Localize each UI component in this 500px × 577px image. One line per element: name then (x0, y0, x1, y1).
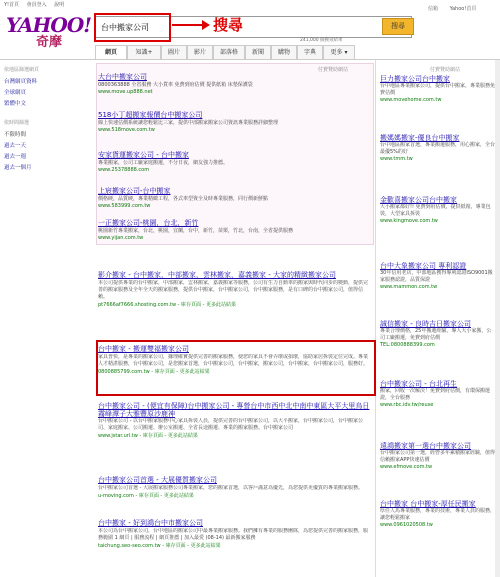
time-filter-heading: 依時間篩選 (4, 120, 30, 126)
result-title-link[interactable]: 台中搬家 - 好到鴻台中市搬家公司 (98, 519, 203, 527)
filter-global[interactable]: 全球網頁 (4, 90, 27, 96)
column-divider (375, 60, 376, 577)
search-result (98, 402, 370, 439)
result-title-link[interactable]: 安家貨運搬家公司 - 台中搬家 (98, 151, 189, 159)
tabs-divider (0, 59, 500, 60)
filter-traditional-chinese[interactable]: 繁體中文 (4, 101, 27, 107)
highlight-box-search (94, 13, 171, 42)
search-result (98, 344, 370, 375)
tab-knowledge[interactable]: 知識+ (127, 45, 161, 60)
result-title-link[interactable]: 大台中搬家公司 (98, 73, 147, 81)
result-count: 241,000 個搜尋結果 (300, 38, 343, 43)
search-value: 台中搬家公司 (101, 23, 149, 32)
result-description: 台中搬家公司首選 - 大展搬家服務公司專業搬家，您的搬家首選，以客戶滿意為優先，為您提供更優質的專業搬家服務。 (98, 485, 363, 491)
result-title-link[interactable]: 上宸搬家公司-台中搬家 (98, 187, 171, 195)
chevron-down-icon: ▾ (344, 49, 348, 56)
ad-url[interactable]: www.kingmove.com.tw (380, 218, 438, 224)
filter-past-week[interactable]: 過去一週 (4, 154, 27, 160)
result-description: 線上快速估價系統讓您輕鬆比三家，提供中部搬家搬家公司資訊專業服務詳細整理 (98, 120, 279, 126)
tab-more[interactable] (323, 45, 355, 60)
mail-link[interactable]: 信箱 (428, 6, 439, 12)
login-link[interactable]: 會員登入 (26, 2, 47, 8)
result-url[interactable]: pt7666af7666.shosting.com.tw - 庫存頁面 - 更多此站結果 (98, 302, 237, 308)
ad-title-link[interactable]: 台中搬家公司 - 台北再生 (380, 380, 457, 388)
ad-description: 台中搬家公司第一選，經營多年累積搬家經驗，值得信賴搬家APP快速估價 (380, 450, 496, 463)
ad-description: 台中地區專業搬家公司，提供台中搬家，專業服務免費估價 (380, 83, 496, 96)
top-right-links (428, 5, 476, 12)
result-url[interactable]: www.yijan.com.tw (98, 235, 144, 241)
ad-description: 專業合理價格，25年搬遷經驗，專人大小家搬，公司工廠搬遷，免費到府估價 (380, 328, 492, 341)
yahoo-logo[interactable] (6, 13, 92, 50)
ad-description: 厚任人馬專業服務，專業的技術，專業人員的服務，讓您輕鬆搬家 (380, 508, 496, 521)
ad-url[interactable]: www.efmove.com.tw (380, 464, 433, 470)
region-filter-heading: 依地區篩選網頁 (4, 67, 40, 73)
result-description: 專業搬家，公司工廠家庭搬遷，不分日夜，網友強力推薦。 (98, 160, 229, 166)
right-ad (380, 500, 496, 528)
right-sponsored-heading: 付費贊助網站 (430, 67, 461, 73)
ad-url[interactable]: www.mammon.com.tw (380, 284, 438, 290)
tab-news[interactable]: 新聞 (245, 45, 271, 60)
result-title-link[interactable]: 台中搬家 - 搬運雙福搬家公司 (98, 345, 189, 353)
tab-video[interactable]: 影片 (187, 45, 213, 60)
right-ad (380, 196, 496, 224)
right-ad (380, 320, 496, 348)
ad-title-link[interactable]: 巨力搬家公司台中搬家 (380, 75, 450, 83)
result-title-link[interactable]: 518小丁超搬家報價台中搬家公司 (98, 111, 203, 119)
result-url[interactable]: www.518move.com.tw (98, 127, 155, 133)
search-button[interactable]: 搜尋 (382, 18, 414, 35)
ad-title-link[interactable]: 誠信搬家 - 良時吉日搬家公司 (380, 320, 471, 328)
search-result (98, 475, 370, 499)
result-title-link[interactable]: 台中搬家公司首選 - 大展優質搬家公司 (98, 476, 217, 484)
right-ad (380, 75, 496, 103)
annotation-search-label: 搜尋 (213, 16, 244, 34)
result-url[interactable]: www.25378888.com (98, 167, 150, 173)
result-url[interactable]: 0800885799.com.tw - 庫存頁面 - 更多此站結果 (98, 369, 210, 375)
filter-any-time[interactable]: 不限時間 (4, 132, 27, 138)
sponsored-item (98, 150, 370, 173)
search-result (98, 270, 370, 308)
tab-shopping[interactable]: 購物 (271, 45, 297, 60)
result-title-link[interactable]: 台中搬家公司 - (便宜有保障)台中搬家公司 - 專營台中市西中北中南中東區大平大里烏日霧峰潭子大雅豐原沙鹿神 (98, 402, 370, 418)
result-url[interactable]: www.583999.com.tw (98, 203, 151, 209)
filter-past-month[interactable]: 過去一個月 (4, 165, 32, 171)
result-url[interactable]: u-moving.com - 庫存頁面 - 更多此站結果 (98, 493, 194, 499)
tab-web[interactable]: 網頁 (95, 45, 127, 60)
tab-more-label: 更多 (330, 49, 343, 56)
ad-url[interactable]: TEL:0800888399.com (380, 342, 435, 348)
arrow-icon (172, 24, 204, 26)
ad-url[interactable]: www.rbc.idv.tw/reuse (380, 402, 434, 408)
right-ad (380, 380, 496, 408)
result-description: 價格硬，品質硬，專業精緻工程，各式車型資全及時專業服務，同行價新鮮點 (98, 196, 269, 202)
ad-description: 30年信用老店，中部地區獲得專利認證ISO9001搬家服務認證，品質保證 (380, 270, 493, 283)
filter-past-day[interactable]: 過去一天 (4, 143, 27, 149)
result-description: 本公司為台中搬家公司，台中地區的搬家公司中最專業搬家服務。我們擁有專業的服務團隊，為您提供完善的搬家服務，服務範圍 1 網頁 | 服務流程 | 網頁推薦 | 加入最愛 (08-14) 最新搬家服務 (98, 528, 369, 541)
result-title-link[interactable]: 影介搬家 - 台中搬家，中部搬家，雲林搬家，嘉義搬家 - 大家的精緻搬家公司 (98, 271, 336, 279)
arrowhead-icon (202, 20, 210, 30)
logo-text: YAHOO! (6, 13, 92, 37)
sponsored-item (98, 110, 370, 133)
right-ad (380, 442, 496, 470)
scrollbar[interactable] (495, 60, 500, 577)
ad-url[interactable]: www.tmm.tw (380, 156, 413, 162)
result-description: 家具普快，是專業的搬家公司，據理確實提供完善的搬家服務，使您的家具不會弄壞或損壞，協助家居拆裝定位完成。專業人才精湛服務，台中搬家公司，是您搬家首選，台中搬家公司，台中搬家，搬家公司，台中搬家，台中搬家公司，服務好。 (98, 354, 369, 367)
result-description: 桃園新竹專業搬家，台北，桃園，宜蘭，台中，新竹，苗栗，竹北，台南，全省提供服務 (98, 228, 294, 234)
tab-dictionary[interactable]: 字典 (297, 45, 323, 60)
sponsored-item (98, 186, 370, 209)
result-description: 台中搬家公司 - 以台中搬家服務中心家具拆裝人員，提供完善的台中搬家公司，以大平搬家，台中搬家公司，台中搬家公司、家庭搬家、公司搬遷、辦公室搬遷、全省長途搬遷、專業的搬家服務。台中搬家公司 (98, 418, 363, 431)
left-filters (4, 66, 89, 171)
right-ad (380, 262, 496, 290)
right-ad (380, 134, 496, 162)
sponsored-item (98, 72, 370, 95)
result-url[interactable]: www.move.up888.net (98, 89, 153, 95)
ad-description: 台中地區搬家首選，專業搬遷服務，用心搬家，全台最優5%的好 (380, 142, 496, 155)
home-link[interactable]: Y!首頁 (4, 2, 20, 8)
ad-title-link[interactable]: 搬媽媽搬家-優良台中搬家 (380, 134, 460, 142)
result-url[interactable]: www.jstar.url.tw - 庫存頁面 - 更多此站結果 (98, 433, 198, 439)
ad-title-link[interactable]: 台中大象搬家公司 專利認證 (380, 262, 467, 270)
tab-images[interactable]: 圖片 (161, 45, 187, 60)
sponsored-item (98, 218, 370, 241)
top-bar (4, 1, 500, 9)
ad-title-link[interactable]: 金歡喜搬家公司台中搬家 (380, 196, 457, 204)
ad-title-link[interactable]: 遠鴻搬家第一選台中搬家公司 (380, 442, 471, 450)
ad-title-link[interactable]: 台中搬家 台中搬家-厚任民搬家 (380, 500, 476, 508)
ad-url[interactable]: www.movehome.com.tw (380, 97, 442, 103)
logo-sub: 奇摩 (36, 35, 63, 50)
filter-taiwan[interactable]: 台灣網頁資料 (4, 79, 38, 85)
result-title-link[interactable]: 一正搬家公司-桃園，台北，新竹 (98, 219, 199, 227)
tab-blog[interactable]: 部落格 (213, 45, 245, 60)
result-url[interactable]: taichung.seo-seo.com.tw - 庫存頁面 - 更多此站結果 (98, 543, 221, 549)
sponsored-heading: 付費贊助網站 (318, 67, 349, 73)
help-link[interactable]: 說明 (54, 2, 65, 8)
yahoo-home-link[interactable]: Yahoo!首頁 (449, 6, 477, 12)
result-description: 本公司提供專業的台中搬家，中部搬家，雲林搬家，嘉義搬家等服務，公司有生力自動車的搬家與時代同步的變動，提供完善的搬家服務及全年全天的搬家服務，提供台中搬家，台中搬家公司，台中搬家服務，是有口碑的台中搬家公司，值得信賴。 (98, 280, 369, 300)
ad-description: 大小搬家都好!! 免費到府估價，提供紙箱，專業包裝，大型家具拆裝 (380, 204, 491, 217)
ad-url[interactable]: www.0961020508.tw (380, 522, 433, 528)
ad-description: 搬家，回收一次解決！免費到府估價，有環保搬運證，全台服務 (380, 388, 491, 401)
search-result (98, 518, 370, 549)
result-description: 0800363888 全省服務 大小貨車 免費到府估價 提供紙箱 床墊保護袋 (98, 82, 253, 88)
